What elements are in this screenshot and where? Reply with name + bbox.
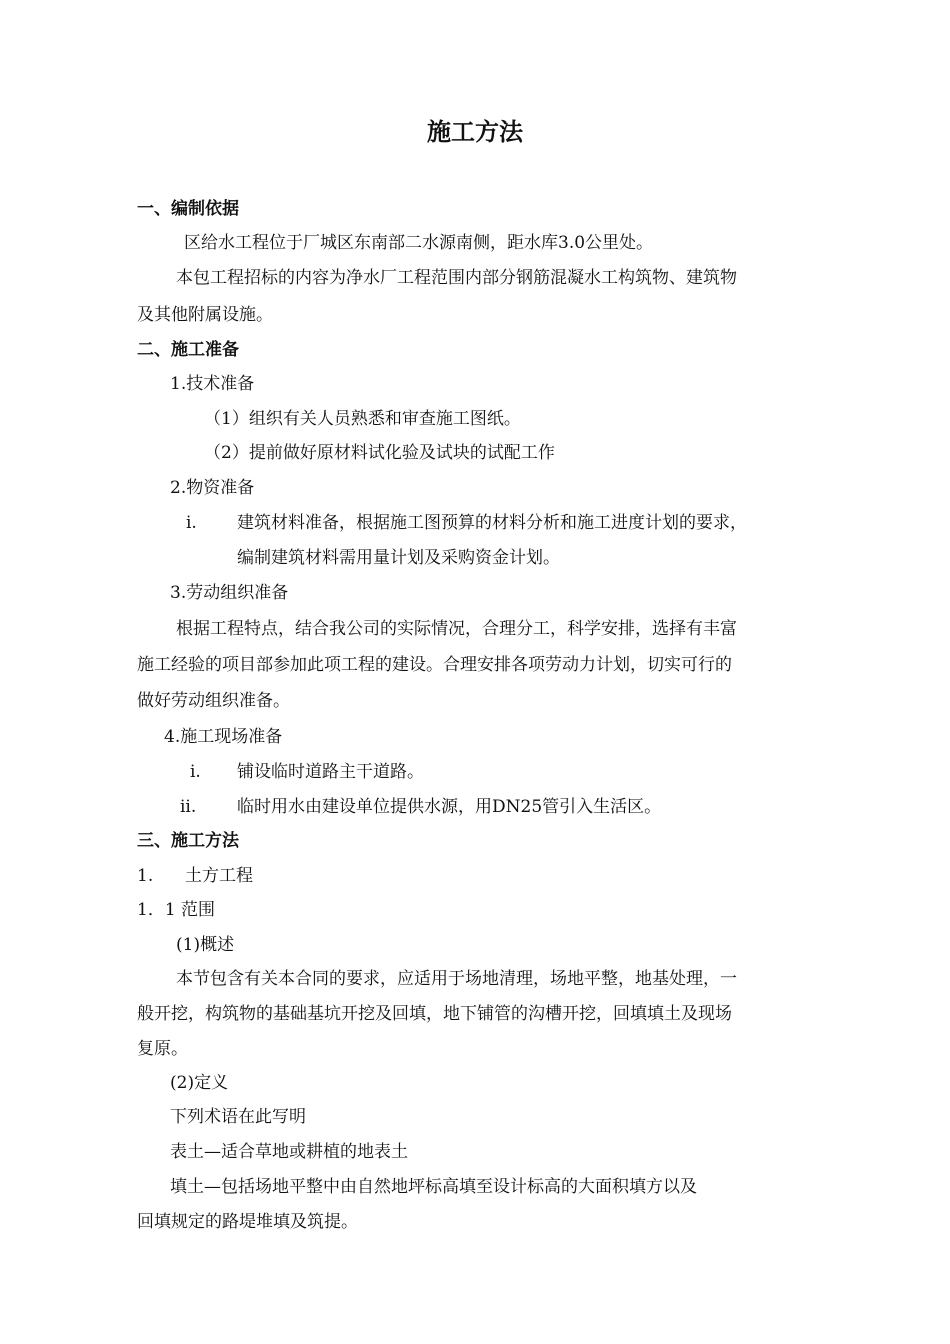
section-heading-basis: 一、编制依据 (137, 199, 239, 219)
page-title: 施工方法 (427, 118, 523, 146)
definition-line: 表土—适合草地或耕植的地表土 (170, 1142, 408, 1162)
subheading-site-prep: 4.施工现场准备 (164, 727, 283, 747)
subheading-earthwork: 土方工程 (185, 866, 253, 886)
paragraph-line: 做好劳动组织准备。 (137, 691, 290, 711)
list-item: 临时用水由建设单位提供水源，用DN25管引入生活区。 (237, 797, 662, 817)
paragraph-line: 及其他附属设施。 (137, 305, 273, 325)
section-heading-preparation: 二、施工准备 (137, 340, 239, 360)
paragraph-line: 复原。 (137, 1039, 188, 1059)
subheading-tech-prep: 1.技术准备 (170, 374, 255, 394)
list-number: ii. (180, 797, 197, 817)
paragraph-line: 根据工程特点，结合我公司的实际情况，合理分工，科学安排，选择有丰富 (176, 619, 737, 639)
list-number: i. (186, 513, 197, 533)
section-heading-methods: 三、施工方法 (137, 831, 239, 851)
subheading-overview: (1)概述 (176, 935, 235, 955)
paragraph-line: 般开挖，构筑物的基础基坑开挖及回填，地下铺管的沟槽开挖，回填填土及现场 (137, 1004, 732, 1024)
subheading-material-prep: 2.物资准备 (170, 478, 255, 498)
paragraph-line: 本节包含有关本合同的要求，应适用于场地清理，场地平整，地基处理，一 (176, 969, 737, 989)
list-number: 1. (137, 866, 154, 886)
list-number: i. (190, 762, 201, 782)
subheading-scope: 1．1 范围 (137, 900, 216, 920)
list-item: （1）组织有关人员熟悉和审查施工图纸。 (204, 409, 521, 429)
list-item-continued: 编制建筑材料需用量计划及采购资金计划。 (237, 548, 560, 568)
list-item: 建筑材料准备，根据施工图预算的材料分析和施工进度计划的要求， (237, 513, 747, 533)
definition-line: 回填规定的路堤堆填及筑提。 (137, 1212, 358, 1232)
paragraph-line: 下列术语在此写明 (170, 1107, 306, 1127)
subheading-labor-prep: 3.劳动组织准备 (170, 583, 289, 603)
definition-line: 填土—包括场地平整中由自然地坪标高填至设计标高的大面积填方以及 (170, 1177, 697, 1197)
subheading-definition: (2)定义 (170, 1073, 229, 1093)
list-item: 铺设临时道路主干道路。 (237, 762, 424, 782)
paragraph-line: 施工经验的项目部参加此项工程的建设。合理安排各项劳动力计划，切实可行的 (137, 655, 732, 675)
list-item: （2）提前做好原材料试化验及试块的试配工作 (204, 443, 555, 463)
paragraph-line: 本包工程招标的内容为净水厂工程范围内部分钢筋混凝水工构筑物、建筑物 (176, 268, 737, 288)
paragraph-line: 区给水工程位于厂城区东南部二水源南侧，距水库3.0公里处。 (184, 233, 654, 253)
